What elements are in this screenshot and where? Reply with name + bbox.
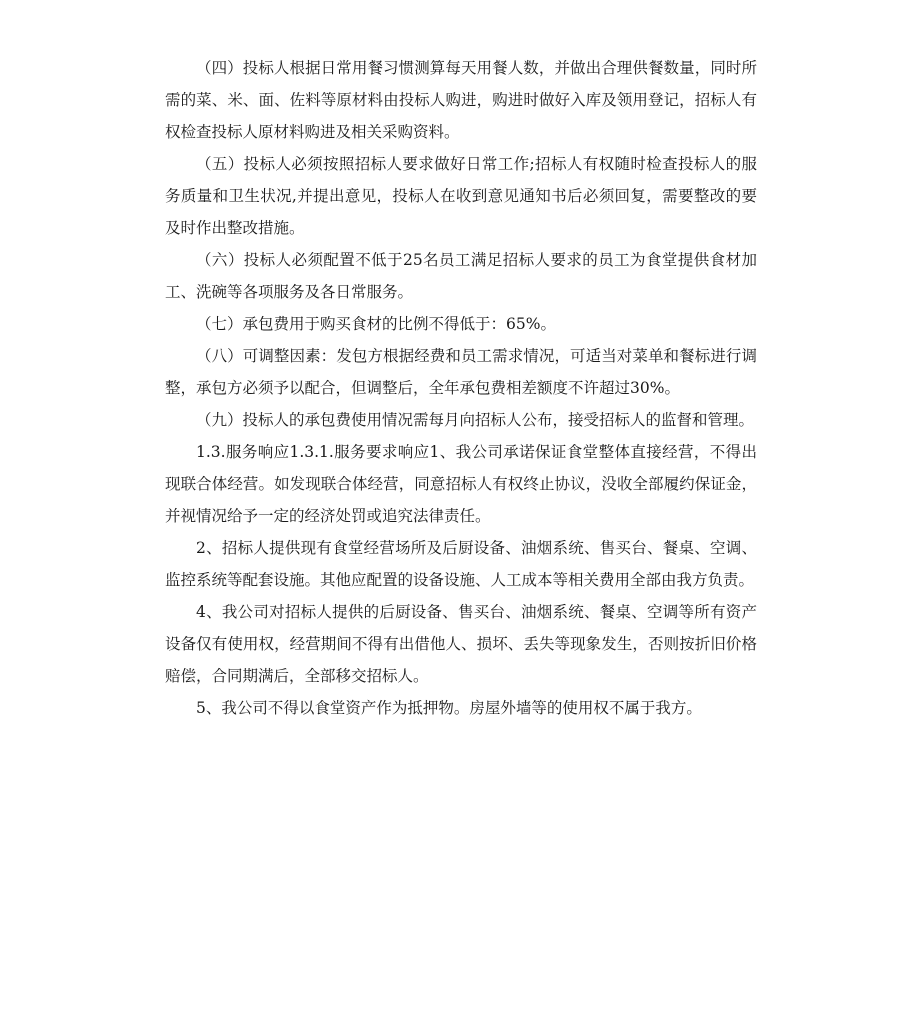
paragraph-service-response-1: 1.3.服务响应1.3.1.服务要求响应1、我公司承诺保证食堂整体直接经营，不得出现联合体经营。如发现联合体经营，同意招标人有权终止协议，没收全部履约保证金，并视情况给予一定的经济处罚或追究法律责任。: [165, 443, 757, 525]
paragraph-service-response-4: 4、我公司对招标人提供的后厨设备、售买台、油烟系统、餐桌、空调等所有资产设备仅有使用权，经营期间不得有出借他人、损坏、丢失等现象发生，否则按折旧价格赔偿，合同期满后，全部移交招标人。: [165, 603, 757, 685]
paragraph-section-6: （六）投标人必须配置不低于25名员工满足招标人要求的员工为食堂提供食材加工、洗碗等各项服务及各日常服务。: [165, 251, 757, 301]
paragraph-service-response-2: 2、招标人提供现有食堂经营场所及后厨设备、油烟系统、售买台、餐桌、空调、监控系统等配套设施。其他应配置的设备设施、人工成本等相关费用全部由我方负责。: [165, 539, 757, 589]
paragraph-section-8: （八）可调整因素：发包方根据经费和员工需求情况，可适当对菜单和餐标进行调整，承包方必须予以配合，但调整后，全年承包费相差额度不许超过30%。: [165, 347, 757, 397]
paragraph-section-7: （七）承包费用于购买食材的比例不得低于：65%。: [196, 315, 556, 333]
paragraph-service-response-5: 5、我公司不得以食堂资产作为抵押物。房屋外墙等的使用权不属于我方。: [196, 699, 702, 717]
paragraph-section-4: （四）投标人根据日常用餐习惯测算每天用餐人数，并做出合理供餐数量，同时所需的菜、米、面、佐料等原材料由投标人购进，购进时做好入库及领用登记，招标人有权检查投标人原材料购进及相关采购资料。: [165, 59, 757, 141]
document-body: [165, 52, 757, 724]
paragraph-section-9: （九）投标人的承包费使用情况需每月向招标人公布，接受招标人的监督和管理。: [196, 411, 755, 429]
paragraph-section-5: （五）投标人必须按照招标人要求做好日常工作;招标人有权随时检查投标人的服务质量和卫生状况,并提出意见，投标人在收到意见通知书后必须回复，需要整改的要及时作出整改措施。: [165, 155, 757, 237]
